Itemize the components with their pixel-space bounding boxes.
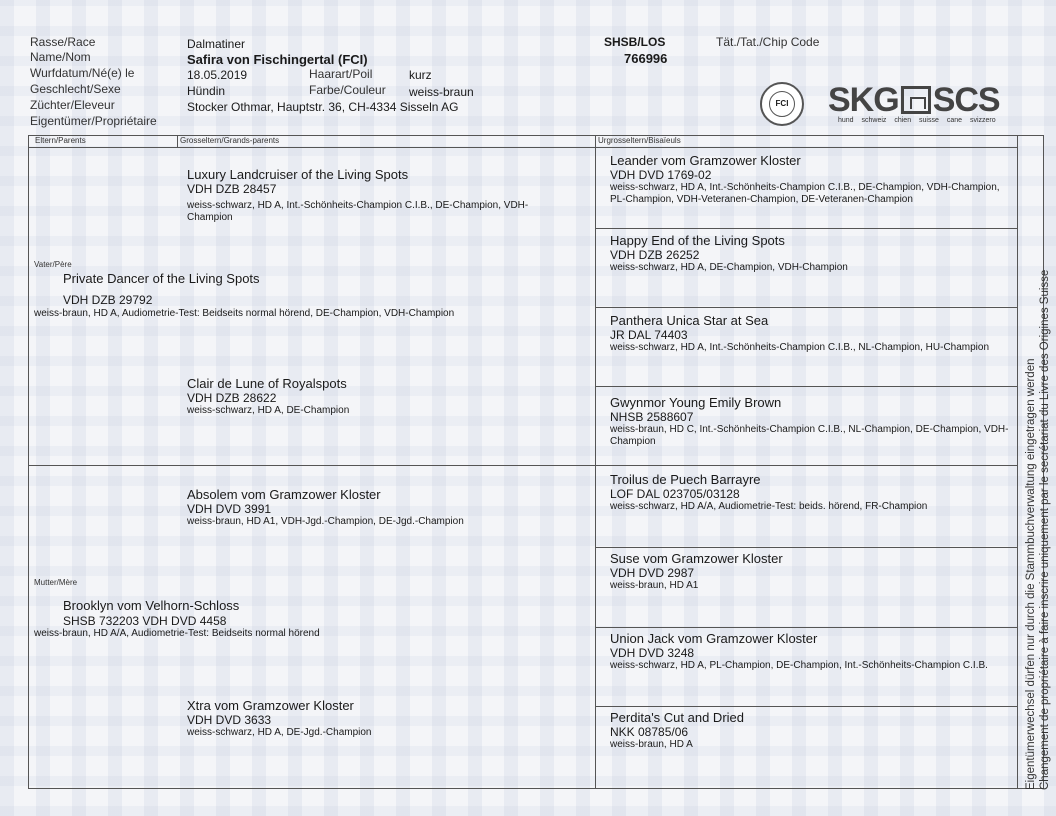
great-grandparent-name: Suse vom Gramzower Kloster [610, 551, 783, 566]
great-grandparent-titles: weiss-schwarz, HD A, PL-Champion, DE-Champion, Int.-Schönheits-Champion C.I.B. [610, 660, 988, 671]
great-grandparent-reg: VDH DVD 2987 [610, 566, 695, 580]
pedigree-table [28, 135, 1044, 789]
sire-reg: VDH DZB 29792 [63, 293, 153, 307]
dog-name: Safira von Fischingertal (FCI) [187, 52, 368, 67]
hair-label: Haarart/Poil [309, 67, 373, 81]
side-note [1024, 40, 1054, 790]
great-grandparent-1 [610, 153, 1040, 206]
logo-brand-scs: SCS [932, 81, 1000, 119]
grandparent-2 [187, 376, 597, 417]
owner-label: Eigentümer/Propriétaire [30, 114, 157, 128]
dob-value: 18.05.2019 [187, 68, 248, 82]
great-grandparent-reg: JR DAL 74403 [610, 328, 688, 342]
dam [34, 598, 514, 640]
gg-divider-7 [595, 706, 1017, 707]
great-grandparent-titles: weiss-braun, HD C, Int.-Schönheits-Champion C.I.B., NL-Champion, DE-Champion, VDH-Champion [610, 424, 1009, 447]
grandparent-reg: VDH DZB 28457 [187, 182, 277, 196]
grandparent-4 [187, 698, 597, 739]
hair-value: kurz [409, 68, 432, 82]
doghouse-icon [901, 86, 931, 114]
dam-reg: SHSB 732203 VDH DVD 4458 [63, 614, 227, 628]
side-note-line-1: Eigentümerwechsel dürfen nur durch die Stammbuchverwaltung eingetragen werden [1025, 358, 1037, 790]
great-grandparent-name: Leander vom Gramzower Kloster [610, 153, 801, 168]
grandparent-name: Luxury Landcruiser of the Living Spots [187, 167, 409, 182]
col-header-great-grandparents: Urgrosseltern/Bisaïeuls [598, 136, 681, 145]
breeder-label: Züchter/Eleveur [30, 98, 115, 112]
great-grandparent-titles: weiss-schwarz, HD A, DE-Champion, VDH-Champion [610, 262, 848, 273]
grandparent-reg: VDH DVD 3991 [187, 502, 272, 516]
great-grandparent-5 [610, 472, 1040, 513]
sire-label: Vater/Père [34, 260, 72, 269]
grandparent-reg: VDH DZB 28622 [187, 391, 277, 405]
gg-divider-5 [595, 547, 1017, 548]
column-header-divider [29, 147, 1017, 148]
breed-label: Rasse/Race [30, 35, 96, 49]
dob-label: Wurfdatum/Né(e) le [30, 66, 135, 80]
great-grandparent-name: Gwynmor Young Emily Brown [610, 395, 782, 410]
dam-titles: weiss-braun, HD A/A, Audiometrie-Test: Beidseits normal hörend [34, 628, 320, 639]
grandparent-titles: weiss-braun, HD A1, VDH-Jgd.-Champion, DE-Jgd.-Champion [187, 516, 464, 527]
great-grandparent-titles: weiss-schwarz, HD A, Int.-Schönheits-Champion C.I.B., DE-Champion, VDH-Champion, PL-Champion, VDH-Veteranen-Champion, DE-Veteranen-Champion [610, 182, 1000, 205]
great-grandparent-reg: LOF DAL 023705/03128 [610, 487, 740, 501]
name-label: Name/Nom [30, 50, 91, 64]
great-grandparent-reg: NKK 08785/06 [610, 725, 689, 739]
great-grandparent-reg: VDH DVD 1769-02 [610, 168, 712, 182]
color-value: weiss-braun [409, 85, 474, 99]
fci-seal-logo [760, 82, 804, 126]
dam-label: Mutter/Mère [34, 578, 78, 587]
studbook-number: 766996 [624, 51, 668, 66]
column-divider-grandparents [177, 136, 178, 147]
great-grandparent-name: Union Jack vom Gramzower Kloster [610, 631, 818, 646]
great-grandparent-titles: weiss-braun, HD A [610, 739, 693, 750]
fci-seal-text: FCI [769, 91, 795, 117]
sire-dam-divider [29, 465, 1017, 466]
great-grandparent-name: Perdita's Cut and Dried [610, 710, 744, 725]
great-grandparent-3 [610, 313, 1040, 354]
gg-divider-1 [595, 228, 1017, 229]
great-grandparent-titles: weiss-schwarz, HD A/A, Audiometrie-Test: beids. hörend, FR-Champion [610, 501, 928, 512]
great-grandparent-6 [610, 551, 1040, 592]
col-header-parents: Eltern/Parents [35, 136, 86, 145]
grandparent-name: Clair de Lune of Royalspots [187, 376, 347, 391]
great-grandparent-7 [610, 631, 1040, 672]
gg-divider-6 [595, 627, 1017, 628]
logo-tagline: hund schweiz chien suisse cane svizzero [838, 117, 996, 124]
great-grandparent-name: Panthera Unica Star at Sea [610, 313, 769, 328]
color-label: Farbe/Couleur [309, 83, 386, 97]
great-grandparent-reg: NHSB 2588607 [610, 410, 694, 424]
breed-value: Dalmatiner [187, 37, 246, 51]
great-grandparent-reg: VDH DVD 3248 [610, 646, 695, 660]
great-grandparent-titles: weiss-schwarz, HD A, Int.-Schönheits-Champion C.I.B., NL-Champion, HU-Champion [610, 342, 990, 353]
grandparent-titles: weiss-schwarz, HD A, Int.-Schönheits-Champion C.I.B., DE-Champion, VDH-Champion [187, 200, 529, 223]
studbook-label: SHSB/LOS [604, 35, 666, 49]
grandparent-titles: weiss-schwarz, HD A, DE-Champion [187, 405, 350, 416]
logo-brand-skg: SKG [828, 81, 899, 119]
grandparent-3 [187, 487, 597, 528]
grandparent-name: Xtra vom Gramzower Kloster [187, 698, 354, 713]
great-grandparent-name: Happy End of the Living Spots [610, 233, 785, 248]
breeder-value: Stocker Othmar, Hauptstr. 36, CH-4334 Sisseln AG [187, 100, 459, 114]
sire-name: Private Dancer of the Living Spots [63, 271, 260, 286]
grandparent-1 [187, 167, 597, 224]
gg-divider-2 [595, 307, 1017, 308]
col-header-grandparents: Grosseltern/Grands-parents [180, 136, 280, 145]
great-grandparent-reg: VDH DZB 26252 [610, 248, 700, 262]
great-grandparent-titles: weiss-braun, HD A1 [610, 580, 699, 591]
great-grandparent-8 [610, 710, 1040, 751]
skg-scs-logo [828, 83, 1000, 117]
grandparent-name: Absolem vom Gramzower Kloster [187, 487, 381, 502]
grandparent-titles: weiss-schwarz, HD A, DE-Jgd.-Champion [187, 727, 372, 738]
column-divider-great-grandparents [595, 136, 596, 789]
sex-label: Geschlecht/Sexe [30, 82, 121, 96]
sire [34, 271, 514, 320]
sire-titles: weiss-braun, HD A, Audiometrie-Test: Beidseits normal hörend, DE-Champion, VDH-Champion [34, 308, 455, 319]
side-note-line-2: Changement de propriétaire à faire inscrire uniquement par le secrétariat du Livre des Origines Suisse [1039, 269, 1051, 790]
sex-value: Hündin [187, 84, 226, 98]
great-grandparent-2 [610, 233, 1040, 274]
gg-divider-3 [595, 386, 1017, 387]
dam-name: Brooklyn vom Velhorn-Schloss [63, 598, 240, 613]
tattoo-label: Tät./Tat./Chip Code [716, 35, 820, 49]
great-grandparent-4 [610, 395, 1040, 448]
grandparent-reg: VDH DVD 3633 [187, 713, 272, 727]
great-grandparent-name: Troilus de Puech Barrayre [610, 472, 761, 487]
